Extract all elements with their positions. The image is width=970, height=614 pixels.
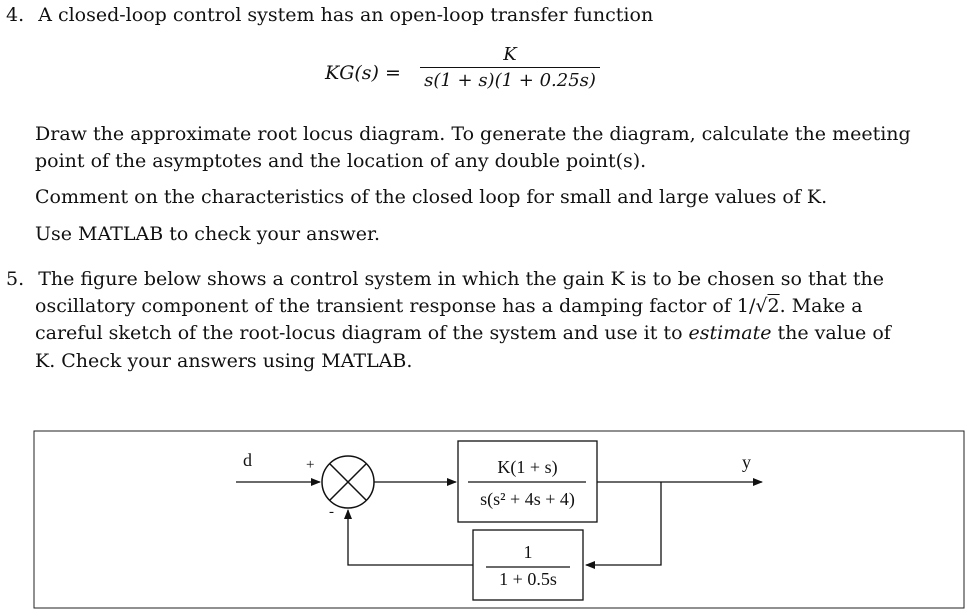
- q5-line2-sqrt: 2: [767, 295, 780, 317]
- input-label-d: d: [243, 450, 252, 470]
- q5-line4: K. Check your answers using MATLAB.: [35, 350, 413, 372]
- q5-line2a: oscillatory component of the transient response has a damping factor of 1/: [35, 295, 756, 317]
- feedback-numerator: 1: [523, 542, 533, 562]
- q4-denominator: s(1 + s)(1 + 0.25s): [424, 70, 596, 91]
- forward-numerator: K(1 + s): [497, 457, 558, 477]
- q5-line2: oscillatory component of the transient response has a damping factor of 1/√2. Make a: [35, 295, 863, 317]
- forward-denominator: s(s² + 4s + 4): [480, 489, 575, 509]
- q4-number: 4.: [6, 4, 25, 26]
- q4-lhs: KG(s) =: [325, 62, 401, 84]
- q5-line2b: . Make a: [779, 295, 863, 317]
- q4-line3: Comment on the characteristics of the closed loop for small and large values of K.: [35, 186, 828, 208]
- feedback-denominator: 1 + 0.5s: [499, 569, 557, 589]
- feedback-path-left: [348, 510, 473, 565]
- output-label-y: y: [742, 452, 751, 472]
- minus-sign: -: [329, 504, 334, 520]
- plus-sign: +: [306, 457, 315, 473]
- q5-line3-emphasis: estimate: [688, 322, 772, 344]
- q4-numerator: K: [503, 44, 517, 65]
- q5-number: 5.: [6, 268, 25, 290]
- q5-line3a: careful sketch of the root-locus diagram of the system and use it to: [35, 322, 689, 344]
- q5-line3b: the value of: [771, 322, 891, 344]
- q4-intro: A closed-loop control system has an open-loop transfer function: [38, 4, 654, 26]
- summing-junction: [322, 456, 374, 508]
- q4-line4: Use MATLAB to check your answer.: [35, 223, 381, 245]
- q5-line1: The figure below shows a control system in which the gain K is to be chosen so that the: [38, 268, 884, 290]
- q4-line2: point of the asymptotes and the location of any double point(s).: [35, 150, 647, 172]
- q4-line1: Draw the approximate root locus diagram. To generate the diagram, calculate the meeting: [35, 123, 911, 145]
